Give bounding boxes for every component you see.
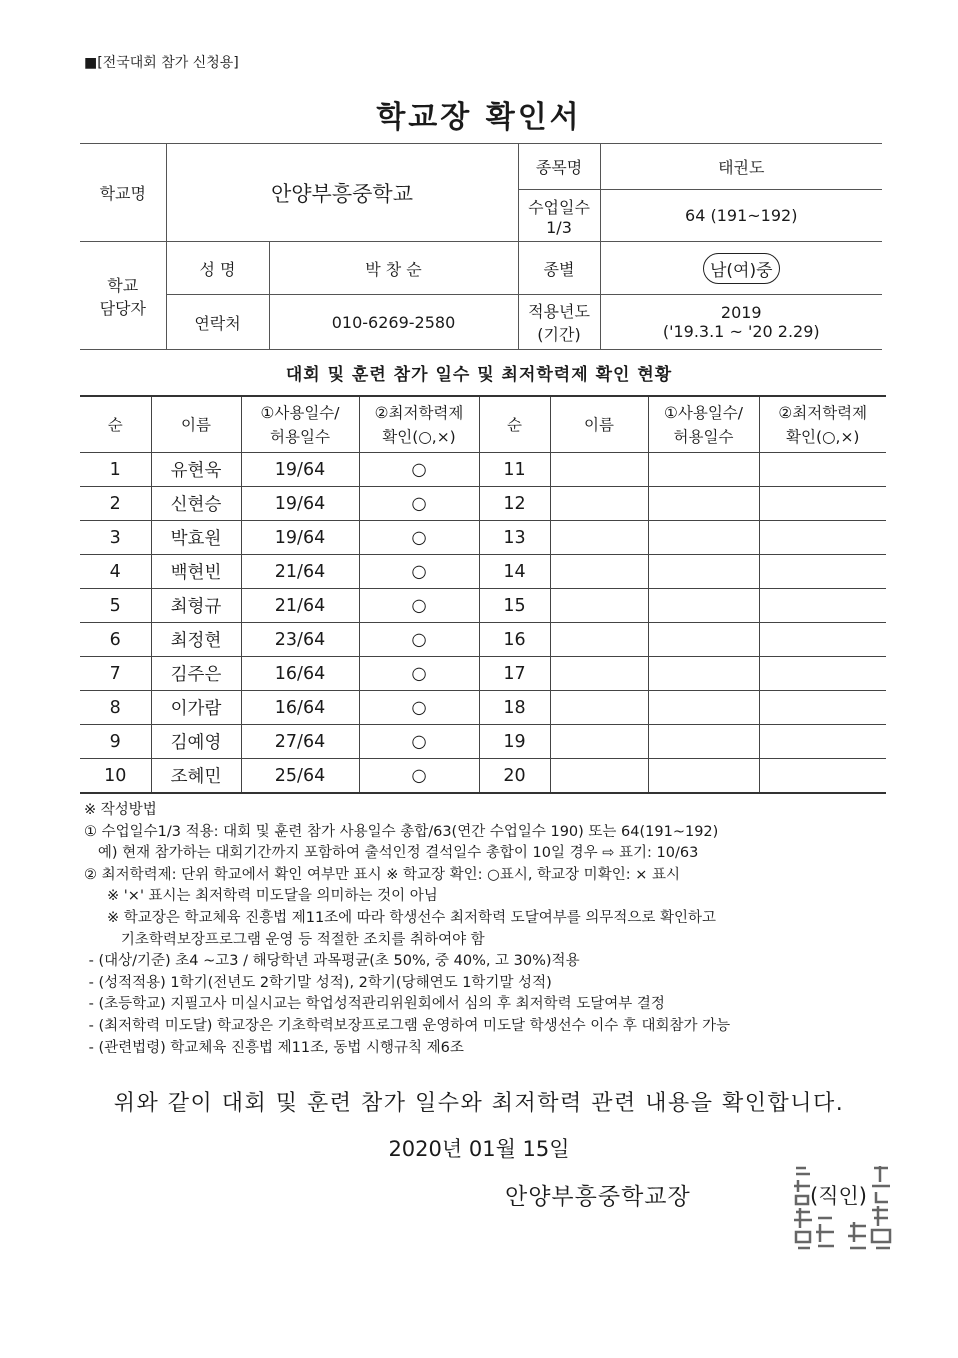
row-name-2 [550, 623, 648, 657]
writing-instructions [84, 800, 894, 1059]
row-min-check: ○ [359, 623, 479, 657]
header-days: ①사용일수/ 허용일수 [241, 396, 359, 453]
year-value: 2019 ('19.3.1 ~ '20 2.29) [600, 295, 882, 350]
row-min-check-2 [759, 657, 886, 691]
row-min-check-2 [759, 759, 886, 794]
row-no: 2 [80, 487, 151, 521]
row-name-2 [550, 453, 648, 487]
row-min-check: ○ [359, 555, 479, 589]
row-no: 8 [80, 691, 151, 725]
row-days-2 [648, 623, 759, 657]
instruction-line: ※ 학교장은 학교체육 진흥법 제11조에 따라 학생선수 최저학력 도달여부를 의무적으로 확인하고 [84, 909, 716, 926]
row-name-2 [550, 657, 648, 691]
row-days: 27/64 [241, 725, 359, 759]
event-label: 종목명 [518, 144, 600, 190]
year-label: 적용년도 (기간) [518, 295, 600, 350]
row-name-2 [550, 725, 648, 759]
row-no-2: 14 [479, 555, 550, 589]
table-row [80, 657, 886, 691]
row-min-check: ○ [359, 589, 479, 623]
row-no: 6 [80, 623, 151, 657]
row-min-check-2 [759, 453, 886, 487]
row-min-check: ○ [359, 691, 479, 725]
row-no: 1 [80, 453, 151, 487]
row-days: 19/64 [241, 487, 359, 521]
row-name-2 [550, 589, 648, 623]
phone-label: 연락처 [166, 295, 269, 350]
gender-value: 남(여)중 [600, 242, 882, 295]
row-min-check-2 [759, 691, 886, 725]
row-days: 16/64 [241, 691, 359, 725]
contact-name-value: 박 창 순 [269, 242, 518, 295]
row-name: 최정현 [151, 623, 241, 657]
row-no: 7 [80, 657, 151, 691]
row-name: 신현승 [151, 487, 241, 521]
row-days: 19/64 [241, 453, 359, 487]
principal-name: 안양부흥중학교장 [505, 1184, 691, 1210]
table-row [80, 691, 886, 725]
row-name: 조혜민 [151, 759, 241, 794]
header-no: 순 [80, 396, 151, 453]
school-info-table [80, 143, 882, 350]
row-min-check: ○ [359, 487, 479, 521]
seal-label: (직인) [810, 1184, 867, 1208]
row-no: 3 [80, 521, 151, 555]
instruction-line: - (관련법령) 학교체육 진흥법 제11조, 동법 시행규칙 제6조 [84, 1039, 464, 1056]
closing-statement: 위와 같이 대회 및 훈련 참가 일수와 최저학력 관련 내용을 확인합니다. [113, 1091, 845, 1116]
row-no-2: 11 [479, 453, 550, 487]
section-title: 대회 및 훈련 참가 일수 및 최저학력제 확인 현황 [285, 365, 673, 385]
row-days-2 [648, 589, 759, 623]
table-row [80, 453, 886, 487]
row-no: 10 [80, 759, 151, 794]
row-min-check-2 [759, 521, 886, 555]
row-days-2 [648, 555, 759, 589]
row-min-check: ○ [359, 657, 479, 691]
row-name-2 [550, 555, 648, 589]
row-name: 박효원 [151, 521, 241, 555]
issue-date: 2020년 01월 15일 [388, 1137, 570, 1161]
instruction-line: ② 최저학력제: 단위 학교에서 확인 여부만 표시 ※ 학교장 확인: ○표시, 학교장 미확인: × 표시 [84, 866, 680, 883]
contact-person-label: 학교 담당자 [80, 242, 166, 350]
gender-label: 종별 [518, 242, 600, 295]
instruction-line: - (최저학력 미도달) 학교장은 기초학력보장프로그램 운영하여 미도달 학생선수 이수 후 대회참가 가능 [84, 1017, 731, 1034]
school-days-label: 수업일수 1/3 [518, 190, 600, 242]
row-no-2: 18 [479, 691, 550, 725]
header-name-2: 이름 [550, 396, 648, 453]
participation-table [80, 395, 886, 794]
row-name: 이가람 [151, 691, 241, 725]
table-row [80, 521, 886, 555]
row-min-check: ○ [359, 759, 479, 794]
row-days: 21/64 [241, 589, 359, 623]
row-no-2: 13 [479, 521, 550, 555]
row-days-2 [648, 657, 759, 691]
row-no-2: 12 [479, 487, 550, 521]
row-name: 최형규 [151, 589, 241, 623]
row-days: 16/64 [241, 657, 359, 691]
row-days: 19/64 [241, 521, 359, 555]
row-name-2 [550, 487, 648, 521]
header-days-2: ①사용일수/ 허용일수 [648, 396, 759, 453]
row-name-2 [550, 759, 648, 794]
name-label: 성 명 [166, 242, 269, 295]
table-row [80, 487, 886, 521]
row-min-check-2 [759, 589, 886, 623]
instruction-line: - (대상/기준) 초4 ~고3 / 해당학년 과목평균(초 50%, 중 40%, 고 30%)적용 [84, 953, 580, 970]
row-days-2 [648, 453, 759, 487]
row-no-2: 20 [479, 759, 550, 794]
row-days-2 [648, 487, 759, 521]
instruction-line: - (성적적용) 1학기(전년도 2학기말 성적), 2학기(당해연도 1학기말 성적) [84, 974, 552, 991]
row-no-2: 17 [479, 657, 550, 691]
table-row [80, 623, 886, 657]
row-min-check-2 [759, 555, 886, 589]
row-no-2: 16 [479, 623, 550, 657]
table-row [80, 555, 886, 589]
row-min-check: ○ [359, 453, 479, 487]
row-name: 유현욱 [151, 453, 241, 487]
row-no-2: 15 [479, 589, 550, 623]
school-name-value: 안양부흥중학교 [166, 144, 518, 242]
instruction-line: 기초학력보장프로그램 운영 등 적절한 조치를 취하여야 함 [84, 931, 485, 948]
school-name-label: 학교명 [80, 144, 166, 242]
table-row [80, 725, 886, 759]
table-row [80, 589, 886, 623]
row-min-check: ○ [359, 521, 479, 555]
table-row [80, 759, 886, 794]
row-days: 25/64 [241, 759, 359, 794]
header-name: 이름 [151, 396, 241, 453]
row-no: 4 [80, 555, 151, 589]
row-no: 9 [80, 725, 151, 759]
phone-value: 010-6269-2580 [269, 295, 518, 350]
row-no-2: 19 [479, 725, 550, 759]
row-days-2 [648, 759, 759, 794]
row-name: 백현빈 [151, 555, 241, 589]
row-days: 21/64 [241, 555, 359, 589]
row-days: 23/64 [241, 623, 359, 657]
row-no: 5 [80, 589, 151, 623]
official-seal-icon [788, 1160, 898, 1260]
instruction-line: ※ '×' 표시는 최저학력 미도달을 의미하는 것이 아님 [84, 888, 438, 905]
row-min-check-2 [759, 623, 886, 657]
school-days-value: 64 (191~192) [600, 190, 882, 242]
event-value: 태권도 [600, 144, 882, 190]
row-name: 김주은 [151, 657, 241, 691]
header-no-2: 순 [479, 396, 550, 453]
row-name-2 [550, 521, 648, 555]
row-min-check: ○ [359, 725, 479, 759]
instruction-line: - (초등학교) 지필고사 미실시교는 학업성적관리위원회에서 심의 후 최저학력 도달여부 결정 [84, 996, 665, 1013]
row-min-check-2 [759, 725, 886, 759]
instruction-line: 예) 현재 참가하는 대회기간까지 포함하여 출석인정 결석일수 총합이 10일 경우 ⇨ 표기: 10/63 [84, 845, 699, 862]
instruction-line: ① 수업일수1/3 적용: 대회 및 훈련 참가 사용일수 총합/63(연간 수업일수 190) 또는 64(191~192) [84, 823, 719, 840]
row-days-2 [648, 691, 759, 725]
row-days-2 [648, 725, 759, 759]
header-min-academic-2: ②최저학력제 확인(○,×) [759, 396, 886, 453]
form-type-tag: ■[전국대회 참가 신청용] [84, 55, 239, 71]
row-name-2 [550, 691, 648, 725]
header-min-academic: ②최저학력제 확인(○,×) [359, 396, 479, 453]
document-title: 학교장 확인서 [376, 100, 582, 135]
row-days-2 [648, 521, 759, 555]
row-name: 김예영 [151, 725, 241, 759]
row-min-check-2 [759, 487, 886, 521]
instruction-line: ※ 작성방법 [84, 802, 157, 818]
